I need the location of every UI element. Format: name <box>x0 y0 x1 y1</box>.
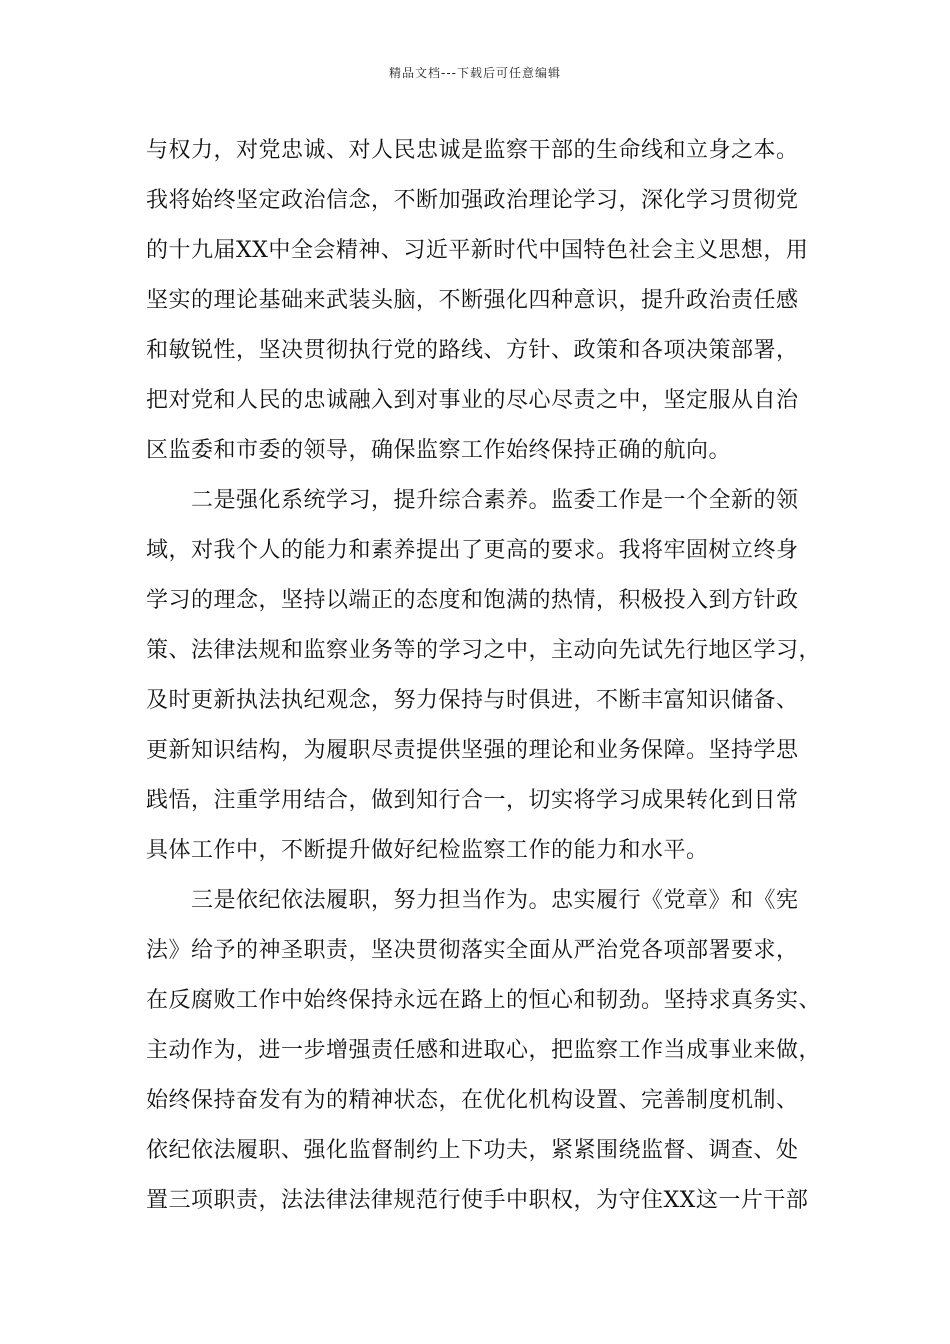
page-header: 精品文档---下载后可任意编辑 <box>389 66 561 80</box>
text-line: 我将始终坚定政治信念，不断加强政治理论学习，深化学习贯彻党 <box>146 188 799 213</box>
text-line: 始终保持奋发有为的精神状态，在优化机构设置、完善制度机制、 <box>146 1088 799 1113</box>
document-body <box>146 126 826 1226</box>
text-line: 置三项职责，法法律法律规范行使手中职权，为守住XX这一片干部 <box>146 1188 809 1213</box>
text-line: 策、法律法规和监察业务等的学习之中，主动向先试先行地区学习， <box>146 638 822 663</box>
text-line: 与权力，对党忠诚、对人民忠诚是监察干部的生命线和立身之本。 <box>146 138 799 163</box>
text-line: 的十九届XX中全会精神、习近平新时代中国特色社会主义思想，用 <box>146 238 809 263</box>
text-line: 学习的理念，坚持以端正的态度和饱满的热情，积极投入到方针政 <box>146 588 799 613</box>
text-line: 域，对我个人的能力和素养提出了更高的要求。我将牢固树立终身 <box>146 538 799 563</box>
text-line: 及时更新执法执纪观念，努力保持与时俱进，不断丰富知识储备、 <box>146 688 799 713</box>
text-line: 法》给予的神圣职责，坚决贯彻落实全面从严治党各项部署要求， <box>146 938 799 963</box>
text-line: 在反腐败工作中始终保持永远在路上的恒心和韧劲。坚持求真务实、 <box>146 988 822 1013</box>
text-line: 坚实的理论基础来武装头脑，不断强化四种意识，提升政治责任感 <box>146 288 799 313</box>
paragraph-start-line: 二是强化系统学习，提升综合素养。监委工作是一个全新的领 <box>146 488 799 513</box>
text-line: 和敏锐性，坚决贯彻执行党的路线、方针、政策和各项决策部署， <box>146 338 799 363</box>
paragraph-start-line: 三是依纪依法履职，努力担当作为。忠实履行《党章》和《宪 <box>146 888 799 913</box>
text-line: 具体工作中，不断提升做好纪检监察工作的能力和水平。 <box>146 838 709 863</box>
text-line: 践悟，注重学用结合，做到知行合一，切实将学习成果转化到日常 <box>146 788 799 813</box>
text-line: 区监委和市委的领导，确保监察工作始终保持正确的航向。 <box>146 438 732 463</box>
text-line: 依纪依法履职、强化监督制约上下功夫，紧紧围绕监督、调查、处 <box>146 1138 799 1163</box>
text-line: 主动作为，进一步增强责任感和进取心，把监察工作当成事业来做， <box>146 1038 822 1063</box>
text-line: 把对党和人民的忠诚融入到对事业的尽心尽责之中，坚定服从自治 <box>146 388 799 413</box>
text-line: 更新知识结构，为履职尽责提供坚强的理论和业务保障。坚持学思 <box>146 738 799 763</box>
